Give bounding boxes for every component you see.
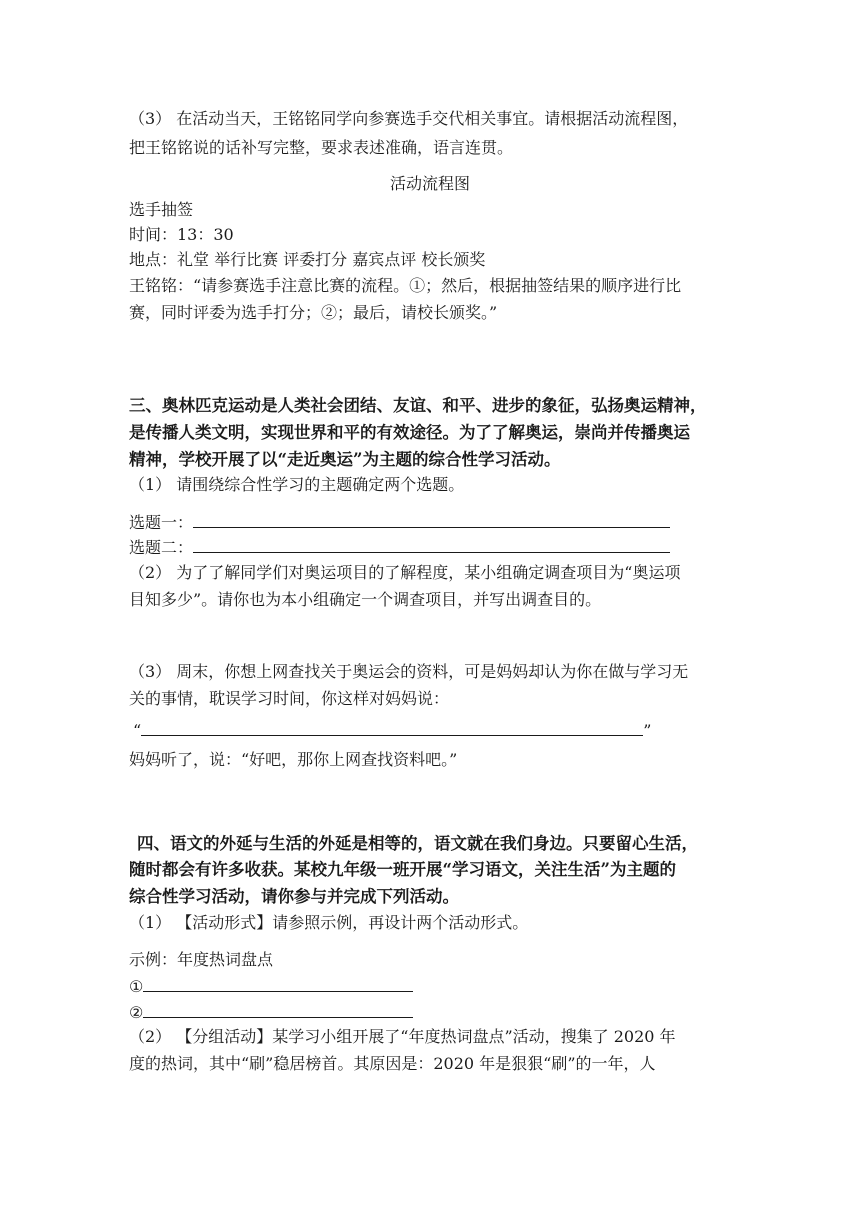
section-3-question-3-line-2: 关的事情，耽误学习时间，你这样对妈妈说： (129, 689, 450, 708)
topic-2-label: 选题二： (129, 538, 194, 557)
section-4-question-2-line-2: 度的热词，其中“刷”稳居榜首。其原因是：2020 年是狠狠“刷”的一年，人 (129, 1054, 656, 1073)
section-4-question-2-line-1: （2） 【分组活动】某学习小组开展了“年度热词盘点”活动，搜集了 2020 年 (129, 1027, 676, 1046)
topic-1-row (129, 510, 670, 535)
quote-open-mark: “ (133, 721, 142, 740)
section-4-heading-line-2: 随时都会有许多收获。某校九年级一班开展“学习语文，关注生活”为主题的 (129, 860, 676, 879)
section-3-question-3-line-1: （3） 周末，你想上网查找关于奥运会的资料，可是妈妈却认为你在做与学习无 (129, 662, 689, 681)
section-4-heading-line-3: 综合性学习活动，请你参与并完成下列活动。 (129, 887, 459, 906)
section-3-heading-line-1: 三、奥林匹克运动是人类社会团结、友谊、和平、进步的象征，弘扬奥运精神， (129, 396, 707, 415)
quote-answer-row (133, 718, 651, 743)
flowchart-title: 活动流程图 (389, 174, 470, 193)
speech-line-2: 赛，同时评委为选手打分；②；最后，请校长颁奖。” (129, 303, 498, 322)
topic-1-label: 选题一： (129, 513, 194, 532)
activity-blank-2-label: ② (129, 1003, 144, 1022)
topic-2-row (129, 535, 670, 560)
question-3-line-1: （3） 在活动当天，王铭铭同学向参赛选手交代相关事宜。请根据活动流程图， (129, 109, 689, 128)
mom-reply: 妈妈听了，说：“好吧，那你上网查找资料吧。” (129, 750, 458, 769)
activity-blank-1-row (129, 974, 413, 999)
topic-2-blank[interactable] (193, 535, 670, 553)
section-3-heading-line-2: 是传播人类文明，实现世界和平的有效途径。为了了解奥运，崇尚并传播奥运 (129, 423, 690, 442)
activity-blank-2[interactable] (143, 1000, 413, 1018)
topic-1-blank[interactable] (193, 510, 670, 528)
section-3-question-2-line-1: （2） 为了了解同学们对奥运项目的了解程度，某小组确定调查项目为“奥运项 (129, 563, 681, 582)
section-3-question-1: （1） 请围绕综合性学习的主题确定两个选题。 (129, 475, 465, 494)
flowchart-time: 时间：13：30 (129, 225, 234, 244)
question-3-line-2: 把王铭铭说的话补写完整，要求表述准确，语言连贯。 (129, 138, 514, 157)
section-4-heading-line-1: 四、语文的外延与生活的外延是相等的，语文就在我们身边。只要留心生活， (137, 834, 698, 853)
quote-close-mark: ” (643, 721, 652, 740)
activity-blank-1-label: ① (129, 977, 144, 996)
speech-line-1: 王铭铭：“请参赛选手注意比赛的流程。①；然后，根据抽签结果的顺序进行比 (129, 276, 682, 295)
activity-example: 示例：年度热词盘点 (129, 950, 274, 969)
activity-blank-1[interactable] (143, 974, 413, 992)
flowchart-place-steps: 地点：礼堂 举行比赛 评委打分 嘉宾点评 校长颁奖 (129, 250, 486, 269)
section-3-question-2-line-2: 目知多少”。请你也为本小组确定一个调查项目，并写出调查目的。 (129, 590, 602, 609)
activity-blank-2-row (129, 1000, 413, 1025)
section-3-heading-line-3: 精神，学校开展了以“走近奥运”为主题的综合性学习活动。 (129, 450, 561, 469)
flowchart-step-draw: 选手抽签 (129, 200, 194, 219)
quote-answer-blank[interactable] (141, 718, 643, 736)
section-4-question-1: （1） 【活动形式】请参照示例，再设计两个活动形式。 (129, 913, 529, 932)
